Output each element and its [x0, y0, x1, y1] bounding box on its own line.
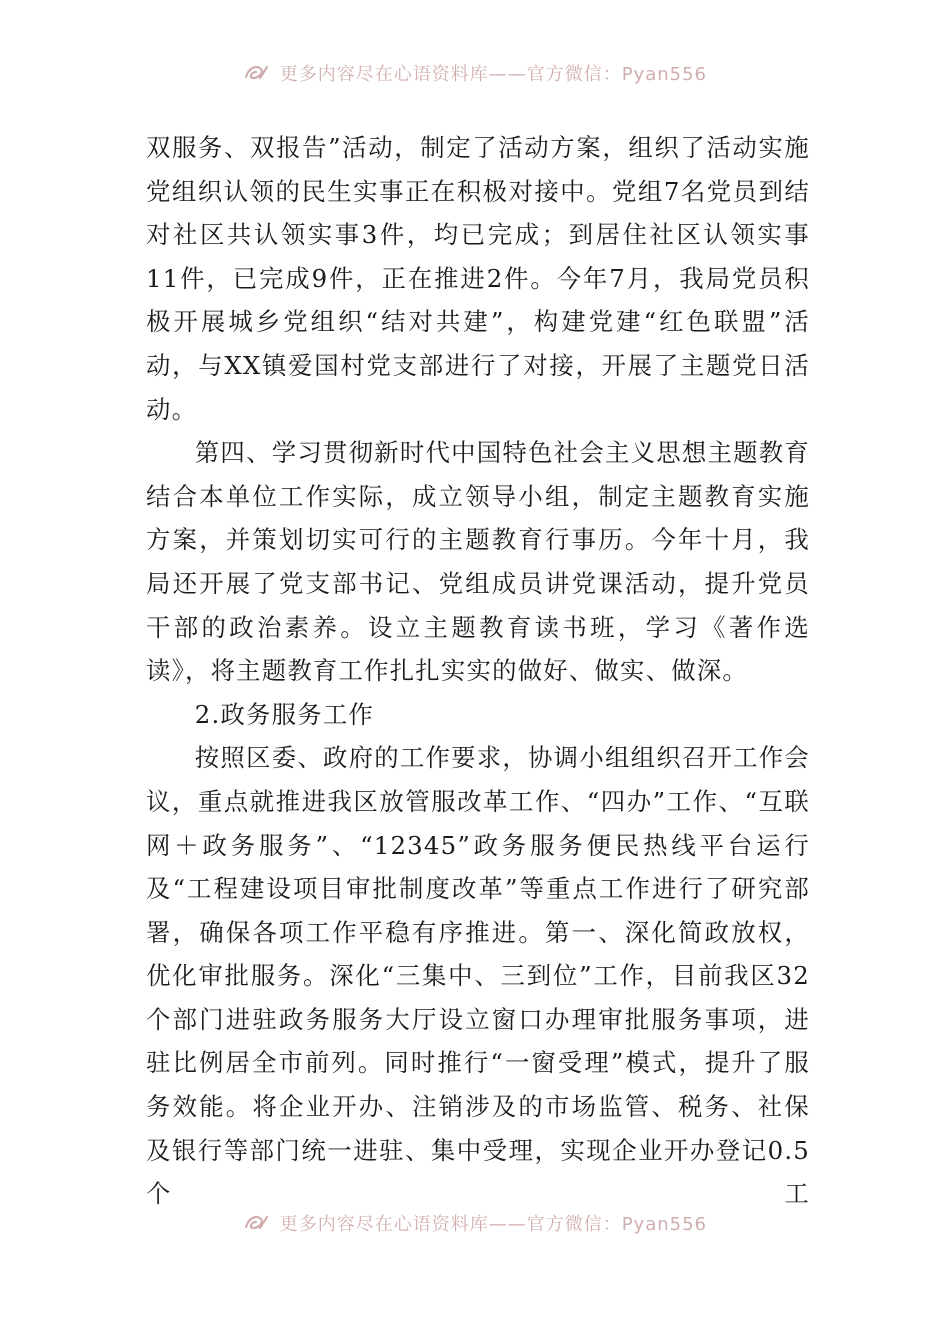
document-body — [146, 126, 810, 1216]
pen-swirl-logo-icon — [243, 1213, 269, 1238]
watermark-header — [0, 60, 950, 88]
watermark-footer — [0, 1210, 950, 1238]
paragraph-1: 双服务、双报告”活动，制定了活动方案，组织了活动实施党组织认领的民生实事正在积极对接中。党组7名党员到结对社区共认领实事3件，均已完成；到居住社区认领实事11件，已完成9件，正在推进2件。今年7月，我局党员积极开展城乡党组织“结对共建”，构建党建“红色联盟”活动，与XX镇爱国村党支部进行了对接，开展了主题党日活动。 — [146, 133, 810, 424]
pen-swirl-logo-icon — [243, 63, 269, 88]
paragraph-2: 第四、学习贯彻新时代中国特色社会主义思想主题教育结合本单位工作实际，成立领导小组，制定主题教育实施方案，并策划切实可行的主题教育行事历。今年十月，我局还开展了党支部书记、党组成员讲党课活动，提升党员干部的政治素养。设立主题教育读书班，学习《著作选读》，将主题教育工作扎扎实实的做好、做实、做深。 — [146, 438, 810, 686]
watermark-text: 更多内容尽在心语资料库——官方微信：Pyan556 — [279, 1214, 708, 1235]
section-heading: 2.政务服务工作 — [194, 699, 375, 729]
paragraph-3: 按照区委、政府的工作要求，协调小组组织召开工作会议，重点就推进我区放管服改革工作、“四办”工作、“互联网＋政务服务”、“12345”政务服务便民热线平台运行及“工程建设项目审批制度改革”等重点工作进行了研究部署，确保各项工作平稳有序推进。第一、深化简政放权，优化审批服务。深化“三集中、三到位”工作，目前我区32个部门进驻政务服务大厅设立窗口办理审批服务事项，进驻比例居全市前列。同时推行“一窗受理”模式，提升了服务效能。将企业开办、注销涉及的市场监管、税务、社保及银行等部门统一进驻、集中受理，实现企业开办登记0.5个工 — [146, 743, 810, 1209]
watermark-text: 更多内容尽在心语资料库——官方微信：Pyan556 — [279, 64, 708, 85]
